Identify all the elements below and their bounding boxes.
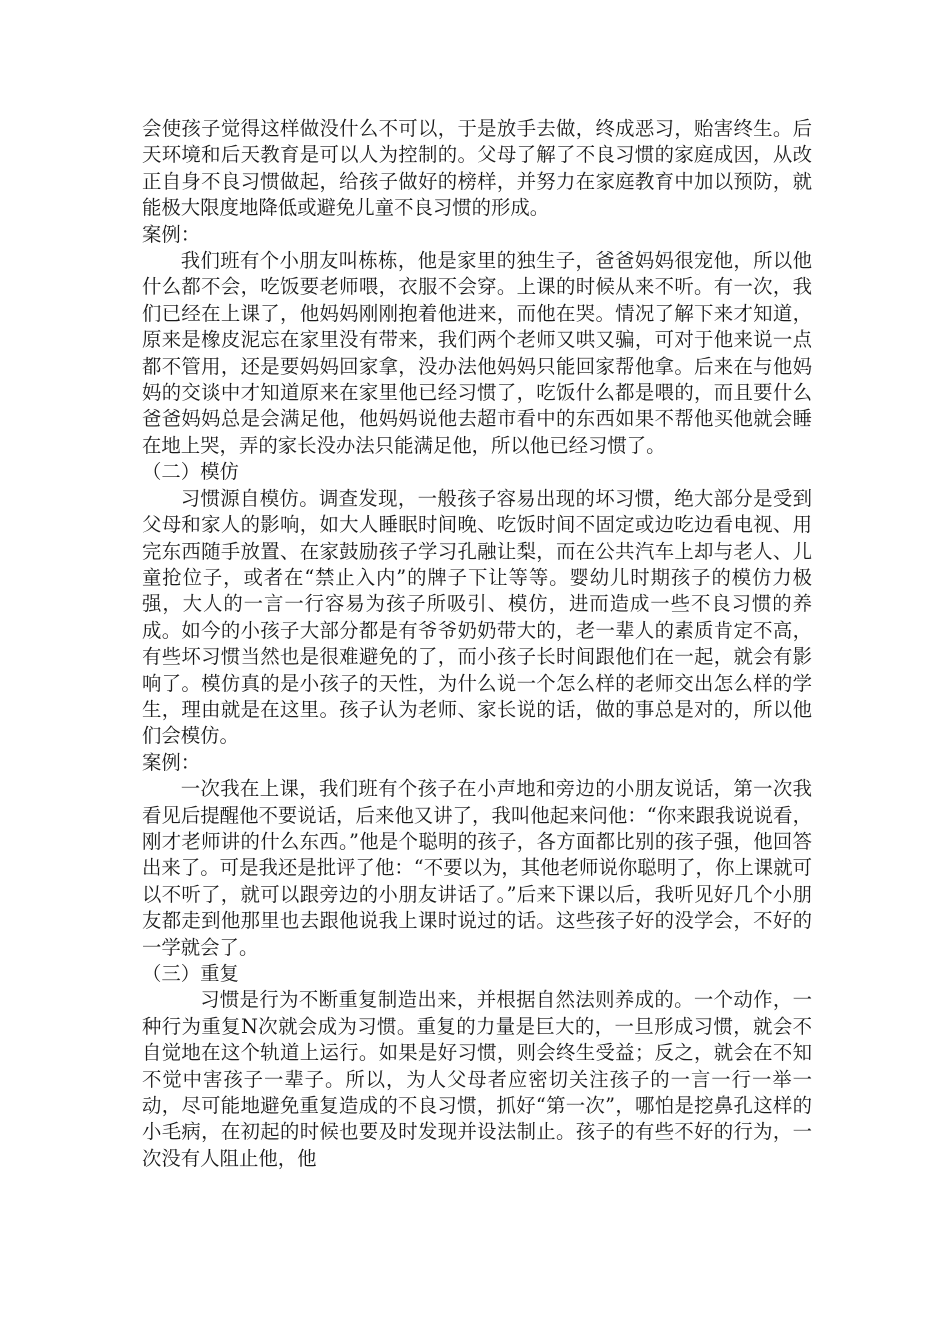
section-heading-repetition: （三）重复 (142, 962, 239, 985)
paragraph-intro: 会使孩子觉得这样做没什么不可以，于是放手去做，终成恶习，贻害终生。后天环境和后天教育是可以人为控制的。父母了解了不良习惯的家庭成因，从改正自身不良习惯做起，给孩子做好的榜样，并努力在家庭教育中加以预防，就能极大限度地降低或避免儿童不良习惯的形成。 (142, 117, 812, 220)
paragraph-case-talking: 一次我在上课，我们班有个孩子在小声地和旁边的小朋友说话，第一次我看见后提醒他不要说话，后来他又讲了，我叫他起来问他：“你来跟我说说看，刚才老师讲的什么东西。”他是个聪明的孩子，各方面都比别的孩子强，他回答出来了。可是我还是批评了他：“不要以为，其他老师说你聪明了，你上课就可以不听了，就可以跟旁边的小朋友讲话了。”后来下课以后，我听见好几个小朋友都走到他那里也去跟他说我上课时说过的话。这些孩子好的没学会，不好的一学就会了。 (142, 777, 812, 959)
case-label: 案例： (142, 750, 201, 774)
document-body (142, 116, 812, 1172)
paragraph-case-dongdong: 我们班有个小朋友叫栋栋，他是家里的独生子，爸爸妈妈很宠他，所以他什么都不会，吃饭要老师喂，衣服不会穿。上课的时候从来不听。有一次，我们已经在上课了，他妈妈刚刚抱着他进来，而他在哭。情况了解下来才知道，原来是橡皮泥忘在家里没有带来，我们两个老师又哄又骗，可对于他来说一点都不管用，还是要妈妈回家拿，没办法他妈妈只能回家帮他拿。后来在与他妈妈的交谈中才知道原来在家里他已经习惯了，吃饭什么都是喂的，而且要什么爸爸妈妈总是会满足他，他妈妈说他去超市看中的东西如果不帮他买他就会睡在地上哭，弄的家长没办法只能满足他，所以他已经习惯了。 (142, 249, 812, 457)
section-heading-imitation: （二）模仿 (142, 460, 239, 484)
case-label: 案例： (142, 222, 201, 246)
paragraph-imitation: 习惯源自模仿。调查发现，一般孩子容易出现的坏习惯，绝大部分是受到父母和家人的影响，如大人睡眠时间晚、吃饭时间不固定或边吃边看电视、用完东西随手放置、在家鼓励孩子学习孔融让梨，而在公共汽车上却与老人、儿童抢位子，或者在“禁止入内”的牌子下让等等。婴幼儿时期孩子的模仿力极强，大人的一言一行容易为孩子所吸引、模仿，进而造成一些不良习惯的养成。如今的小孩子大部分都是有爷爷奶奶带大的，老一辈人的素质肯定不高，有些坏习惯当然也是很难避免的了，而小孩子长时间跟他们在一起，就会有影响了。模仿真的是小孩子的天性，为什么说一个怎么样的老师交出怎么样的学生，理由就是在这里。孩子认为老师、家长说的话，做的事总是对的，所以他们会模仿。 (142, 486, 812, 748)
paragraph-repetition: 习惯是行为不断重复制造出来，并根据自然法则养成的。一个动作，一种行为重复N次就会成为习惯。重复的力量是巨大的，一旦形成习惯，就会不自觉地在这个轨道上运行。如果是好习惯，则会终生受益；反之，就会在不知不觉中害孩子一辈子。所以，为人父母者应密切关注孩子的一言一行一举一动，尽可能地避免重复造成的不良习惯，抓好“第一次”，哪怕是挖鼻孔这样的小毛病，在初起的时候也要及时发现并设法制止。孩子的有些不好的行为，一次没有人阻止他，他 (142, 988, 812, 1170)
